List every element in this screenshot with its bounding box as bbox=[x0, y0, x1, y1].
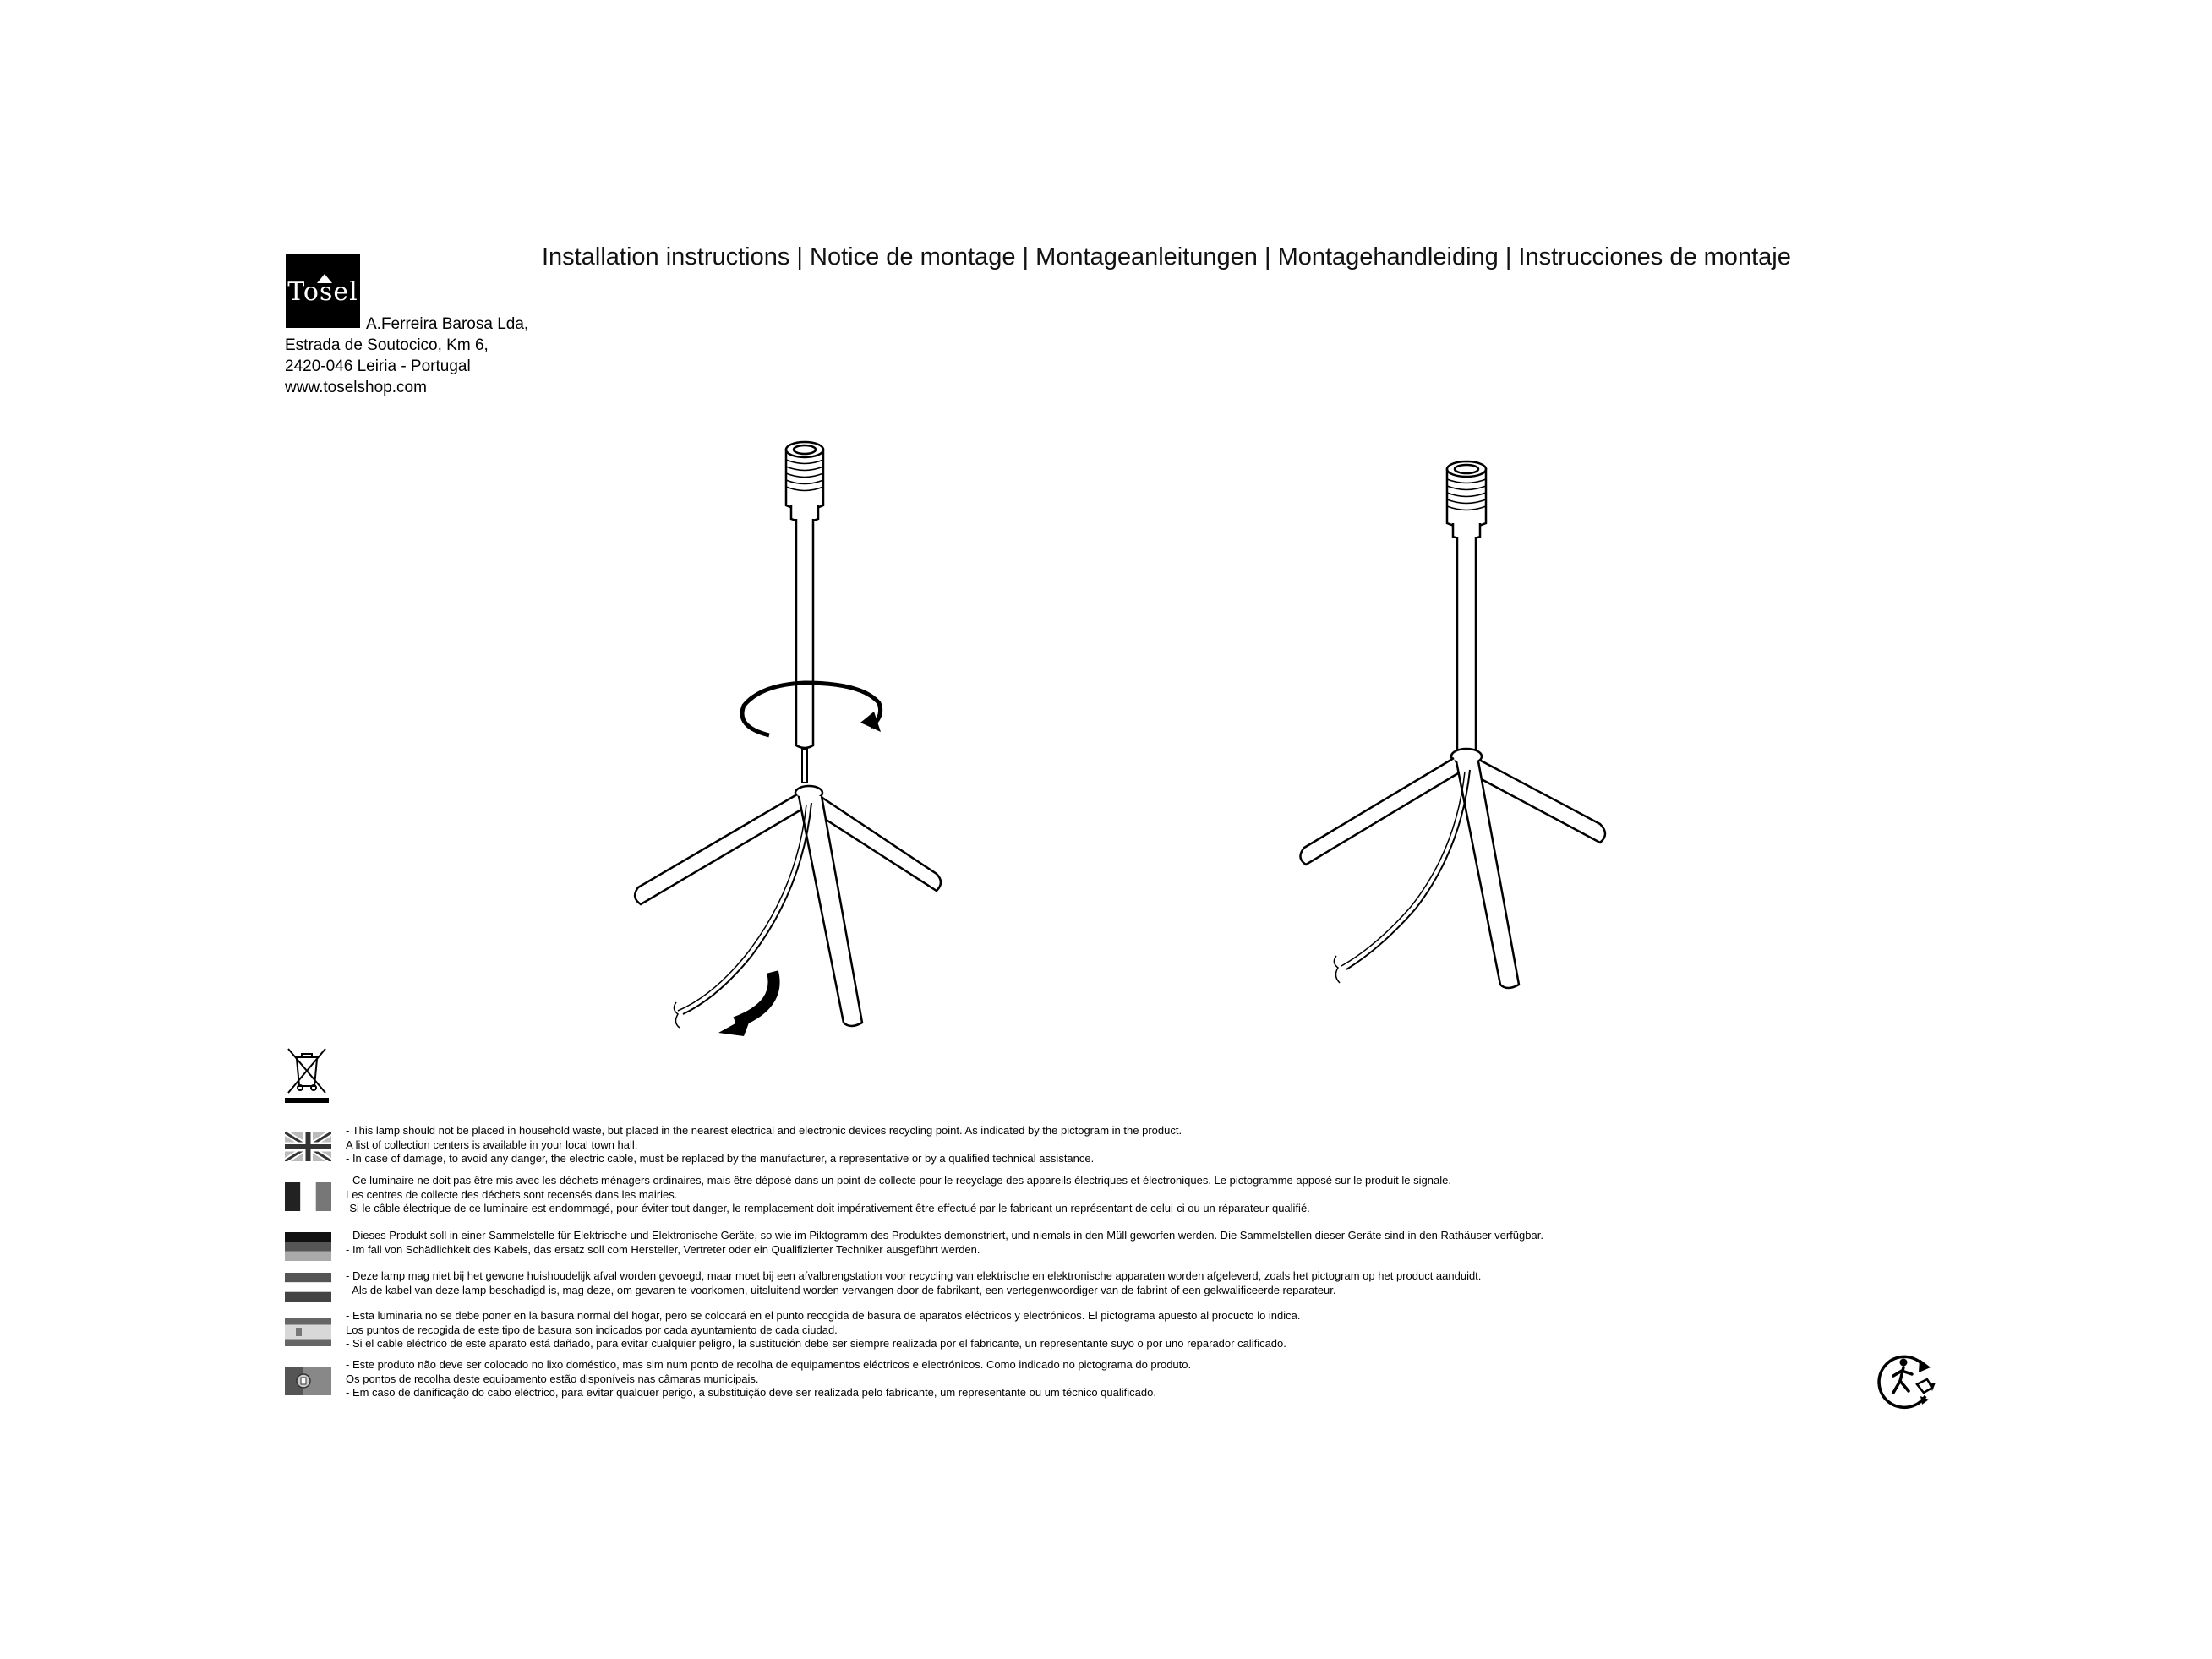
triman-recycling-icon bbox=[1875, 1351, 1937, 1410]
portugal-flag-icon bbox=[285, 1367, 331, 1395]
notice-line: - Este produto não deve ser colocado no lixo doméstico, mas sim num ponto de recolha de equipamentos eléctricos e electrónicos. Como indicado no pictograma do produto. bbox=[346, 1358, 1192, 1371]
notice-line: - Dieses Produkt soll in einer Sammelstelle für Elektrische und Elektronische Geräte, so wie im Piktogramm des Produktes demonstriert, und niemals in den Müll geworfen werden. Die Sammelstellen dieser Geräte sind in den Rathäuser verfügbar. bbox=[346, 1229, 1543, 1242]
notice-line: - This lamp should not be placed in household waste, but placed in the nearest electrical and electronic devices recycling point. As indicated by the pictogram in the product. bbox=[346, 1124, 1182, 1137]
germany-flag-icon bbox=[285, 1232, 331, 1261]
notice-line: - Esta luminaria no se debe poner en la basura normal del hogar, pero se colocará en el punto recogida de basura de aparatos eléctricos y electrónicos. El pictograma apuesto al procucto lo indica. bbox=[346, 1309, 1301, 1322]
address-street: Estrada de Soutocico, Km 6, bbox=[285, 336, 489, 354]
notice-english bbox=[285, 1126, 1849, 1170]
notice-german bbox=[285, 1231, 1849, 1264]
notice-line: - Deze lamp mag niet bij het gewone huishoudelijk afval worden gevoegd, maar moet bij een afvalbrengstation voor recycling van elektrische en elektronische apparaten worden afgeleverd, zoals het pictogram op het product aanduidt. bbox=[346, 1269, 1482, 1282]
notice-text bbox=[346, 1358, 1191, 1400]
lamp-assembly-rotate-icon bbox=[625, 431, 980, 1056]
france-flag-icon bbox=[285, 1182, 331, 1211]
notice-text bbox=[346, 1229, 1543, 1257]
notice-line: -Si le câble électrique de ce luminaire est endommagé, pour éviter tout danger, le remplacement doit impérativement être effectué par le fabricant un représentant de celui-ci ou un réparateur qualifié. bbox=[346, 1202, 1310, 1214]
logo-text: Tosel bbox=[287, 277, 358, 307]
notice-text bbox=[346, 1124, 1182, 1166]
notice-line: Os pontos de recolha deste equipamento estão disponíveis nas câmaras municipais. bbox=[346, 1372, 759, 1385]
page-title: Installation instructions | Notice de montage | Montageanleitungen | Montagehandleiding | Instrucciones de montaje bbox=[542, 243, 1791, 270]
notice-line: - Ce luminaire ne doit pas être mis avec les déchets ménagers ordinaires, mais être déposé dans un point de collecte pour le recyclage des appareils électriques et électroniques. Le pictogramme apposé sur le produit le signale. bbox=[346, 1174, 1451, 1187]
address-city: 2420-046 Leiria - Portugal bbox=[285, 357, 471, 375]
lamp-assembled-icon bbox=[1289, 452, 1644, 1010]
notice-line: A list of collection centers is available in your local town hall. bbox=[346, 1138, 638, 1151]
notice-spanish bbox=[285, 1311, 1849, 1355]
uk-flag-icon bbox=[285, 1132, 331, 1161]
notice-dutch bbox=[285, 1271, 1849, 1305]
address-website: www.toselshop.com bbox=[285, 379, 427, 396]
address-company: A.Ferreira Barosa Lda, bbox=[366, 315, 529, 333]
notice-text bbox=[346, 1309, 1301, 1351]
notice-text bbox=[346, 1174, 1451, 1216]
notice-text bbox=[346, 1269, 1481, 1297]
notice-line: - Si el cable eléctrico de este aparato está dañado, para evitar cualquier peligro, la sustitución debe ser siempre realizada por el fabricante, un representante suyo o por uno reparador calificado. bbox=[346, 1337, 1286, 1350]
notice-line: - Im fall von Schädlichkeit des Kabels, das ersatz soll com Hersteller, Vertreter oder ein Qualifizierter Techniker ausgeführt werden. bbox=[346, 1242, 980, 1256]
notice-portuguese bbox=[285, 1360, 1849, 1404]
tosel-logo bbox=[286, 254, 360, 328]
crossed-bin-icon bbox=[283, 1045, 330, 1105]
spain-flag-icon bbox=[285, 1318, 331, 1346]
notice-french bbox=[285, 1176, 1849, 1220]
netherlands-flag-icon bbox=[285, 1273, 331, 1302]
notice-line: Les centres de collecte des déchets sont recensés dans les mairies. bbox=[346, 1187, 678, 1201]
notice-line: - In case of damage, to avoid any danger, the electric cable, must be replaced by the manufacturer, a representative or by a qualified technical assistance. bbox=[346, 1152, 1095, 1165]
notice-line: - Als de kabel van deze lamp beschadigd is, mag deze, om gevaren te voorkomen, uitsluitend worden vervangen door de fabrikant, een vertegenwoordiger van de fabrint of een gekwalificeerde reparateur. bbox=[346, 1283, 1336, 1296]
notice-line: - Em caso de danificação do cabo eléctrico, para evitar qualquer perigo, a substituição deve ser realizada pelo fabricante, um representante ou um técnico qualificado. bbox=[346, 1386, 1156, 1399]
notice-line: Los puntos de recogida de este tipo de basura son indicados por cada ayuntamiento de cada ciudad. bbox=[346, 1323, 838, 1336]
